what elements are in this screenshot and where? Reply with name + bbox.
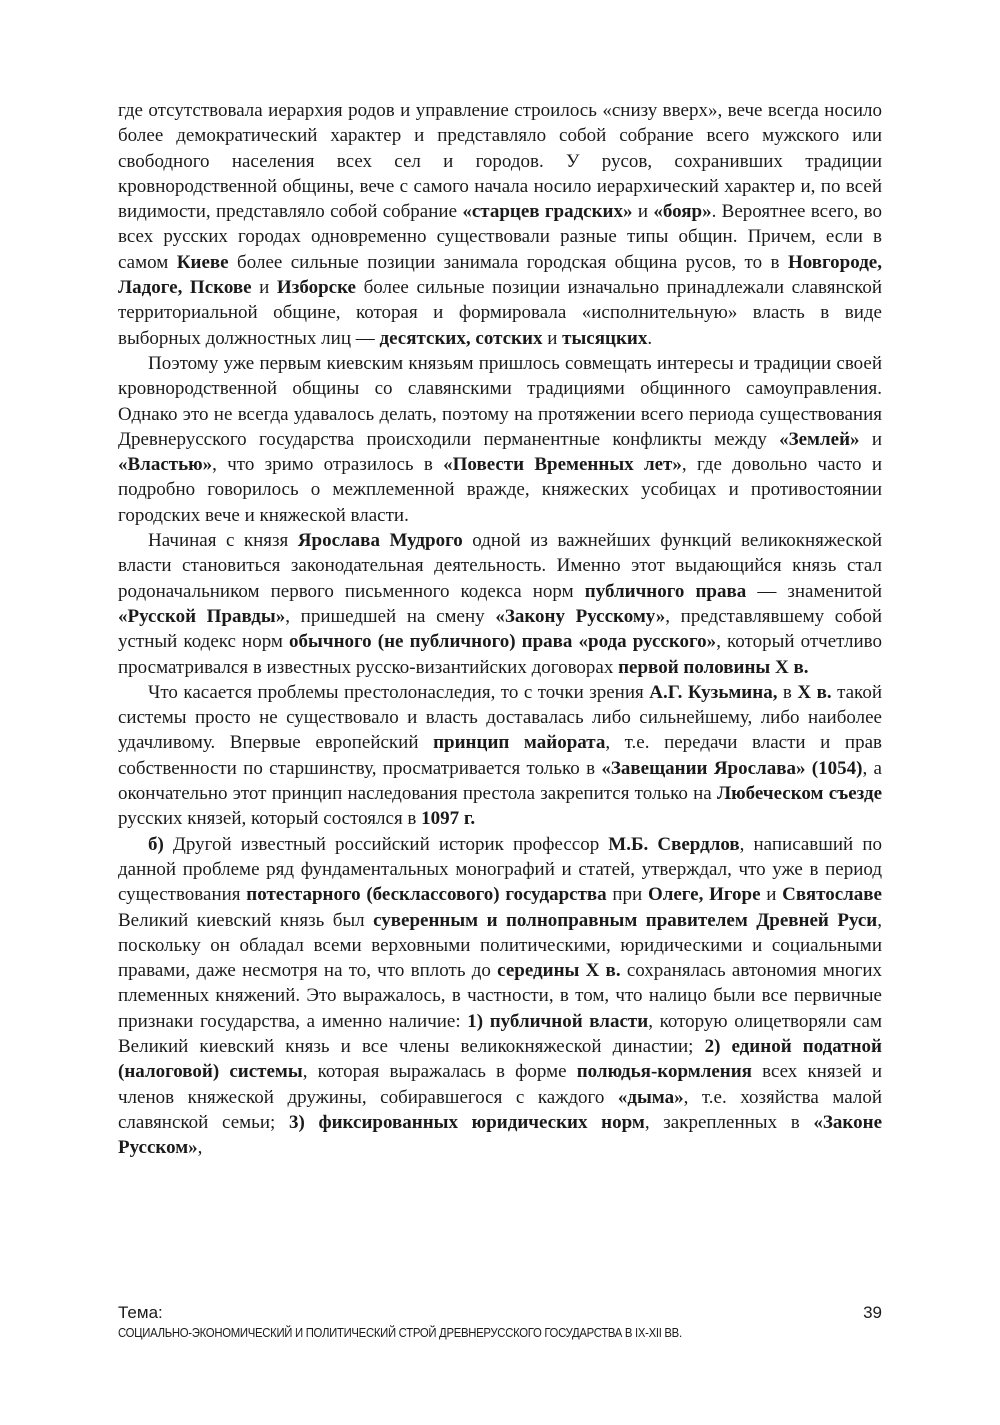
bold-term: «Русской Правды» xyxy=(118,605,286,627)
bold-term: «Властью» xyxy=(118,454,213,476)
text-run: , которая выражалась в форме xyxy=(302,1061,577,1083)
bold-term: 3) фиксированных юридических норм xyxy=(288,1111,645,1133)
bold-term: «Закону Русскому» xyxy=(495,605,666,627)
text-run: Великий киевский князь был xyxy=(118,909,374,931)
bold-term: тысяцких xyxy=(562,327,648,349)
footer-topic-label: Тема: xyxy=(118,1303,163,1322)
text-run: русских князей, который состоялся в xyxy=(118,808,422,830)
text-run: , представлявшему собой устный кодекс норм xyxy=(118,605,883,653)
text-run: , которую олицетворяли сам Великий киевский князь и все члены великокняжеской династии; xyxy=(118,1010,882,1057)
paragraph xyxy=(118,528,882,680)
bold-term: Киеве xyxy=(176,251,229,273)
text-run: Поэтому уже первым киевским князьям пришлось совмещать интересы и традиции своей кровнородственной общины со славянскими традициями общинного самоуправления. Однако это не всегда удавалось делать, поэтому на протяжении всего периода существования Древнерусского государства происходили перманентные конфликты между xyxy=(118,352,882,450)
text-run: где отсутствовала иерархия родов и управление строилось «снизу вверх», вече всегда носило более демократический характер и представляло собой собрание всего мужского или свободного населения всех сел и городов. У русов, сохранивших традиции кровнородственной общины, вече с самого начала носило иерархический характер и, по всей видимости, представляло собой собрание xyxy=(118,100,882,223)
bold-term: полюдья-кормления xyxy=(576,1061,752,1083)
text-run: , пришедшей на смену xyxy=(285,605,496,627)
bold-term: «Завещании Ярослава» (1054) xyxy=(601,757,863,779)
bold-term: публичного права xyxy=(584,580,747,602)
text-run: — знаменитой xyxy=(746,580,882,602)
bold-term: «Повести Временных лет» xyxy=(443,454,682,476)
text-run: такой системы просто не существовало и власть доставалась либо сильнейшему, либо наиболее удачливому. Впервые европейский xyxy=(118,681,882,754)
text-run: и xyxy=(859,428,882,450)
bold-term: середины X в. xyxy=(497,960,621,982)
text-run: , который отчетливо просматривался в известных русско-византийских договорах xyxy=(118,631,882,678)
bold-term: суверенным и полноправным правителем Древней Руси xyxy=(373,909,878,931)
bold-term: X в. xyxy=(797,681,832,703)
text-run: . Вероятнее всего, во всех русских городах одновременно существовали разные типы общин. Причем, если в самом xyxy=(118,201,882,273)
paragraph xyxy=(118,832,882,1161)
text-run: . xyxy=(647,327,653,349)
text-run: , т.е. передачи власти и прав собственности по старшинству, просматривается только в xyxy=(118,732,882,779)
bold-term: принцип майората xyxy=(433,732,606,754)
paragraph xyxy=(118,351,882,528)
paragraph xyxy=(118,98,882,351)
bold-term: б) xyxy=(148,833,164,855)
bold-term: Новгороде, Ладоге, Пскове xyxy=(118,251,882,299)
text-run: Что касается проблемы престолонаследия, то с точки зрения xyxy=(148,681,650,703)
bold-term: «дыма» xyxy=(617,1086,684,1108)
text-run: , т.е. хозяйства малой славянской семьи; xyxy=(118,1086,882,1133)
bold-term: Изборске xyxy=(276,277,356,299)
bold-term: «Законе Русском» xyxy=(118,1111,883,1159)
page-footer xyxy=(118,1302,882,1342)
bold-term: «бояр» xyxy=(653,201,712,223)
text-run: более сильные позиции изначально принадлежали славянской территориальной общине, которая и формировала «исполнительную» власть в виде выборных должностных лиц — xyxy=(118,277,882,349)
bold-term: обычного (не публичного) права «рода русского» xyxy=(289,631,717,653)
text-run: одной из важнейших функций великокняжеской власти становиться законодательная деятельность. Именно этот выдающийся князь стал родоначальником первого письменного кодекса норм xyxy=(118,530,882,602)
text-run: более сильные позиции занимала городская община русов, то в xyxy=(228,251,788,273)
text-run: , xyxy=(197,1137,203,1159)
text-run: и xyxy=(251,277,277,299)
text-run: сохранялась автономия многих племенных княжений. Это выражалось, в частности, в том, что налицо были все первичные признаки государства, а именно наличие: xyxy=(118,960,883,1032)
text-run: , где довольно часто и подробно говорилось о межплеменной вражде, княжеских усобицах и противостоянии городских вече и княжеской власти. xyxy=(118,454,882,526)
text-run: и xyxy=(542,327,563,349)
text-run: и xyxy=(760,884,783,906)
bold-term: Святославе xyxy=(782,884,882,906)
text-run: Начиная с князя xyxy=(148,530,298,552)
bold-term: потестарного (бесклассового) государства xyxy=(246,884,607,906)
text-run: Другой известный российский историк профессор xyxy=(163,833,609,855)
text-run: , закрепленных в xyxy=(644,1111,814,1133)
paragraph xyxy=(118,680,882,832)
text-run: , а окончательно этот принцип наследования престола закрепится только на xyxy=(118,757,882,805)
bold-term: М.Б. Свердлов xyxy=(608,833,740,855)
page-body xyxy=(118,98,882,1160)
bold-term: 1097 г. xyxy=(421,808,476,830)
text-run: всех князей и членов княжеской дружины, собиравшегося с каждого xyxy=(118,1061,882,1108)
text-run: , что зримо отразилось в xyxy=(212,454,444,476)
text-run: , поскольку он обладал всеми верховными политическими, юридическими и социальными правами, даже несмотря на то, что вплоть до xyxy=(118,909,882,982)
footer-topic-title: СОЦИАЛЬНО-ЭКОНОМИЧЕСКИЙ И ПОЛИТИЧЕСКИЙ СТРОЙ ДРЕВНЕРУССКОГО ГОСУДАРСТВА В IX-XII ВВ. xyxy=(118,1325,682,1340)
bold-term: Ярослава Мудрого xyxy=(297,530,463,552)
bold-term: 2) единой податной (налоговой) системы xyxy=(118,1035,883,1083)
text-run: , написавший по данной проблеме ряд фундаментальных монографий и статей, утверждал, что уже в период существования xyxy=(118,833,882,906)
bold-term: Олеге, Игоре xyxy=(647,884,761,906)
bold-term: А.Г. Кузьмина, xyxy=(649,681,778,703)
text-run: в xyxy=(777,681,798,703)
bold-term: 1) публичной власти xyxy=(467,1010,649,1032)
bold-term: десятских, сотских xyxy=(379,327,543,349)
text-run: при xyxy=(606,884,648,906)
bold-term: Любеческом съезде xyxy=(717,783,883,805)
bold-term: «старцев градских» xyxy=(462,201,633,223)
page-number: 39 xyxy=(863,1303,882,1322)
bold-term: «Землей» xyxy=(779,428,860,450)
bold-term: первой половины X в. xyxy=(618,656,809,678)
text-run: и xyxy=(632,201,654,223)
